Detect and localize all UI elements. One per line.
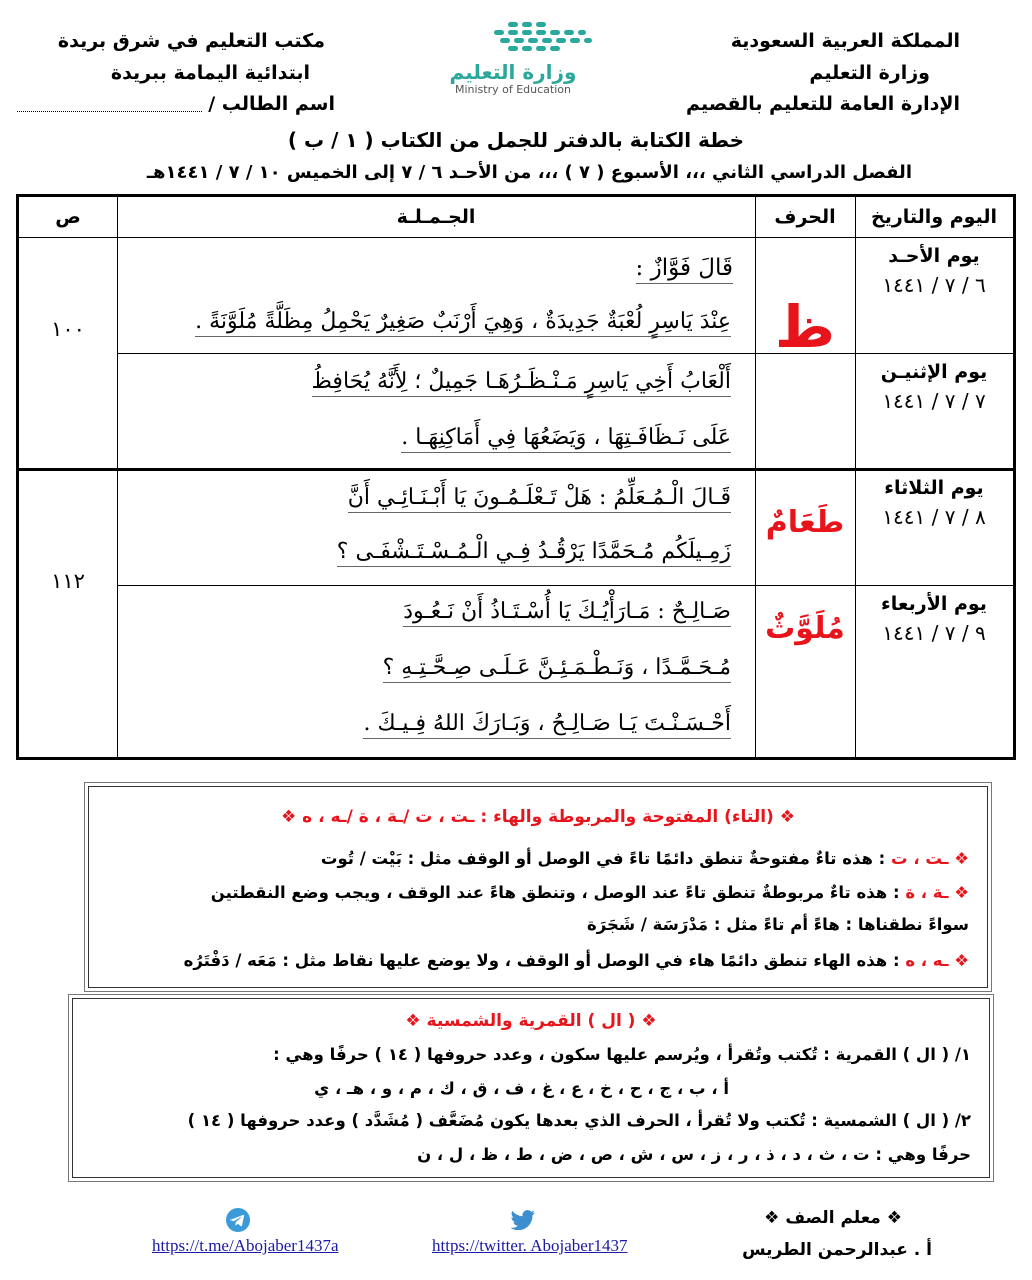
header-day-date: اليوم والتاريخ (871, 206, 997, 228)
sentence-1: قَالَ فَوَّازٌ : (636, 255, 733, 284)
day-sunday (855, 245, 1013, 297)
ministry-logo (420, 20, 610, 100)
header-right-line3: الإدارة العامة للتعليم بالقصيم (686, 93, 960, 115)
teacher-name: أ . عبدالرحمن الطريس (742, 1240, 932, 1260)
tied-taa-label: ❖ ـة ، ة (905, 883, 969, 902)
teacher-label: ❖ معلم الصف ❖ (764, 1208, 902, 1228)
taa-rule-tied (211, 883, 969, 902)
logo-dots-icon (420, 20, 610, 60)
al-rules-box (72, 998, 990, 1178)
twitter-link[interactable]: https://twitter. Abojaber1437 (432, 1236, 628, 1255)
al-solar-rule: ٢/ ( ال ) الشمسية : تُكتب ولا تُقرأ ، الحرف الذي بعدها يكون مُضَعَّف ( مُشَدَّد ) وعدد حروفها ( ١٤ ) (187, 1111, 971, 1130)
page-subtitle: الفصل الدراسي الثاني ،،، الأسبوع ( ٧ ) ،،، من الأحـد ٦ / ٧ إلى الخميس ١٠ / ٧ / ١٤٤١هـ (146, 162, 912, 183)
al-lunar-rule: ١/ ( ال ) القمرية : تُكتب وتُقرأ ، ويُرسم عليها سكون ، وعدد حروفها ( ١٤ ) حرفًا وهي : (273, 1045, 971, 1064)
day-tuesday (855, 477, 1013, 529)
haa-text: : هذه الهاء تنطق دائمًا هاء في الوصل أو الوقف ، ولا يوضع عليها نقاط مثل : مَعَه / دَفْتَرُه (183, 951, 900, 970)
al-rules-title: ❖ ( ال ) القمرية والشمسية ❖ (405, 1011, 657, 1031)
header-left-line1: مكتب التعليم في شرق بريدة (57, 30, 325, 52)
header-left-line3-wrap (17, 93, 335, 115)
sentence-4: عَلَى نَـظَافَـتِهَا ، وَيَضَعُهَا فِي أَمَاكِنِهَـا . (401, 425, 731, 453)
page-number-112: ١١٢ (51, 569, 85, 593)
sentence-7: صَـالِـحٌ : مَـارَأْيُـكَ يَا أُسْـتَـاذُ أَنْ نَـعُـودَ (403, 599, 731, 627)
letter-zah: ظ (774, 293, 836, 361)
taa-rules-title: ❖ (التاء) المفتوحة والمربوطة والهاء : ـت ، ت /ـة ، ة /ـه ، ه ❖ (280, 807, 795, 827)
header-sentence: الجـمـلـة (396, 206, 476, 228)
header-right-line1: المملكة العربية السعودية (730, 30, 960, 52)
sentence-9: أَحْـسَـنْـتَ يَـا صَـالِـحُ ، وَبَـارَكَ اللهُ فِـيـكَ . (363, 711, 731, 739)
taa-rule-tied-2: سواءً نطقناها : هاءً أم تاءً مثل : مَدْرَسَة / شَجَرَة (587, 915, 969, 934)
letter-taam: طَعَامٌ (765, 505, 845, 540)
sentence-5: قَـالَ الْـمُـعَلِّمُ : هَلْ تَـعْلَـمُـونَ يَا أَبْـنَـائِـي أَنَّ (348, 485, 731, 513)
sentence-2: عِنْدَ يَاسِرٍ لُعْبَةٌ جَدِيدَةٌ ، وَهِيَ أَرْنَبٌ صَغِيرٌ يَحْمِلُ مِظَلَّةً مُلَوَّنَةً . (195, 309, 731, 337)
student-name-label: اسم الطالب / (208, 93, 335, 115)
schedule-table (16, 194, 1016, 760)
letter-mulawwath: مُلَوَّثٌ (765, 611, 845, 646)
day-date: ٨ / ٧ / ١٤٤١ (882, 505, 986, 529)
day-wednesday (855, 593, 1013, 645)
telegram-link[interactable]: https://t.me/Abojaber1437a (152, 1236, 339, 1255)
telegram-icon (226, 1208, 250, 1232)
sentence-3: أَلْعَابُ أَخِي يَاسِرٍ مَـنْـظَـرُهَـا جَمِيلٌ ؛ لِأَنَّهُ يُحَافِظُ (312, 369, 731, 397)
header-right-line2: وزارة التعليم (809, 62, 930, 84)
open-taa-label: ❖ ـت ، ت (891, 849, 969, 868)
day-monday (855, 361, 1013, 413)
header-letter: الحرف (774, 206, 836, 228)
al-solar-letters: حرفًا وهي : ت ، ث ، د ، ذ ، ر ، ز ، س ، ش ، ص ، ض ، ط ، ظ ، ل ، ن (417, 1145, 971, 1164)
day-date: ٩ / ٧ / ١٤٤١ (882, 621, 986, 645)
sentence-8: مُـحَـمَّـدًا ، وَنَـطْـمَـئِـنَّ عَـلَـى صِـحَّـتِـهِ ؟ (383, 655, 731, 683)
day-name: يوم الإثنيـن (880, 361, 988, 383)
day-date: ٦ / ٧ / ١٤٤١ (882, 273, 986, 297)
haa-label: ❖ ـه ، ه (905, 951, 969, 970)
page-number-100: ١٠٠ (51, 317, 85, 341)
day-date: ٧ / ٧ / ١٤٤١ (882, 389, 986, 413)
taa-rules-box (88, 786, 988, 988)
tied-taa-text: : هذه تاءٌ مربوطةٌ تنطق تاءً عند الوصل ، وتنطق هاءً عند الوقف ، ويجب وضع النقطتين (210, 883, 900, 902)
open-taa-text: : هذه تاءٌ مفتوحةٌ تنطق دائمًا تاءً في الوصل أو الوقف مثل : بَيْت / تُوت (320, 849, 886, 868)
logo-english: Ministry of Education (454, 83, 571, 96)
sentence-6: زَمِـيلَكُم مُـحَمَّدًا يَرْقُـدُ فِـي الْـمُـسْـتَـشْفَـى ؟ (337, 539, 731, 567)
taa-rule-open (321, 849, 969, 868)
al-lunar-letters: أ ، ب ، ج ، ح ، خ ، ع ، غ ، ف ، ق ، ك ، م ، و ، هـ ، ي (314, 1079, 729, 1098)
twitter-icon (510, 1210, 536, 1230)
day-name: يوم الأحـد (888, 245, 980, 267)
haa-rule (184, 951, 969, 970)
page-title: خطة الكتابة بالدفتر للجمل من الكتاب ( ١ / ب ) (287, 128, 745, 152)
day-name: يوم الأربعاء (881, 593, 987, 615)
logo-arabic: وزارة التعليم (449, 60, 577, 84)
header-page: ص (55, 206, 81, 228)
header-left-line2: ابتدائية اليمامة ببريدة (110, 62, 310, 84)
student-name-field[interactable] (17, 97, 202, 112)
day-name: يوم الثلاثاء (884, 477, 984, 499)
